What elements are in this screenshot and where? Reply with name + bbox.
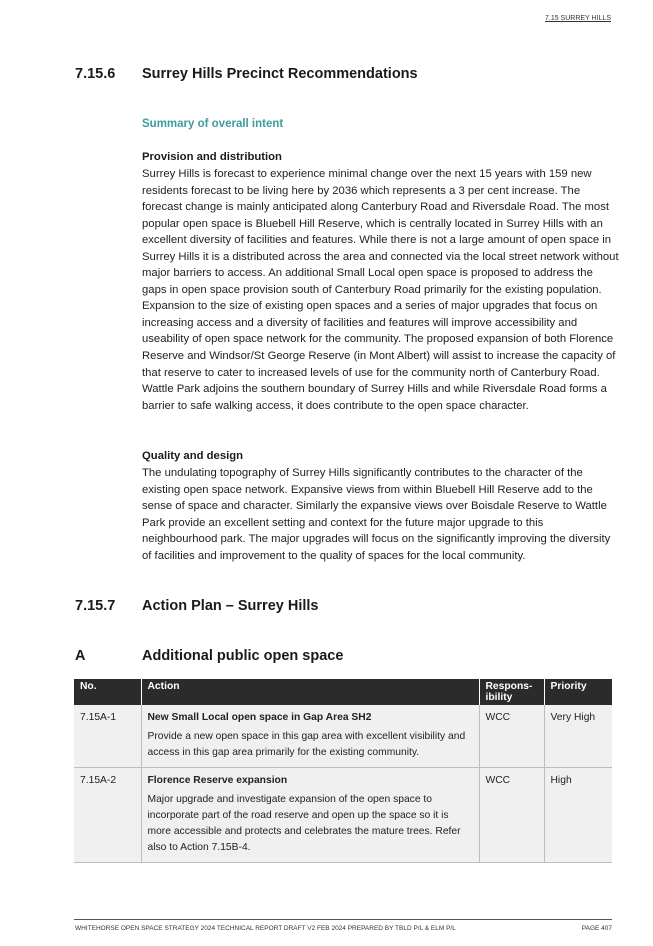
column-header-no: No. [74,679,141,705]
column-header-priority: Priority [544,679,612,705]
quality-paragraph: The undulating topography of Surrey Hills significantly contributes to the character of the existing open space network. Expansive views from within Bluebell Hill Reserve add to the sense of space and character. Similarly the expansive views over Boisdale Reserve to Wattle Park provide an excellent setting and context for the future major upgrade to this neighbourhood park. The major upgrades will focus on the significantly improving the diversity of facilities and improvement to the quality of spaces for the local community. [142,467,611,562]
action-title: New Small Local open space in Gap Area SH2 [147,712,372,723]
action-number: 7.15A-2 [74,767,141,862]
section-number: 7.15.6 [75,66,116,82]
subsection-title: Additional public open space [142,648,344,664]
subsection-letter: A [75,648,86,664]
footer-divider [74,919,612,920]
priority-cell: High [544,767,612,862]
action-number: 7.15A-1 [74,705,141,767]
responsibility-cell: WCC [479,705,544,767]
section-title: Surrey Hills Precinct Recommendations [142,66,418,82]
page-number: PAGE 407 [581,925,612,932]
responsibility-cell: WCC [479,767,544,862]
column-header-action: Action [141,679,479,705]
action-description: Major upgrade and investigate expansion of the open space to incorporate part of the road reserve and open up the space so it is more accessible and protects and celebrates the mature trees. Refer also to Action 7.15B-4. [147,793,461,854]
section-title: Action Plan – Surrey Hills [142,598,319,614]
action-table [74,679,612,863]
section-number: 7.15.7 [75,598,116,614]
provision-paragraph: Surrey Hills is forecast to experience minimal change over the next 15 years with 159 new residents forecast to be living here by 2036 which represents a 3 per cent increase. The forecast change is mainly anticipated along Canterbury Road and Riversdale Road. The most popular open space is Bluebell Hill Reserve, which is centrally located in Surrey Hills with an excellent diversity of facilities and features. While there is not a large amount of open space in Surrey Hills it is a distributed across the area and connected via the local street network without major barriers to access. An additional Small Local open space is proposed to address the gaps in open space provision south of Canterbury Road primarily for the existing population. Expansion to the size of existing open spaces and a series of major upgrades that focus on increasing access and a diversity of facilities and features will improve accessibility and useability of open space network for the community. The proposed expansion of both Florence Reserve and Windsor/St George Reserve (in Mont Albert) will assist to increase the capacity of that reserve to cater to increased levels of use for the community north of Canterbury Road. Wattle Park adjoins the southern boundary of Surrey Hills and while Riversdale Road forms a barrier to safe walking access, it does contribute to the open space character. [142,168,619,412]
table-header-row [74,679,612,705]
table-row [74,705,612,767]
provision-heading: Provision and distribution [142,151,282,163]
table-row [74,767,612,862]
action-title: Florence Reserve expansion [147,774,288,786]
column-header-responsibility: Respons- ibility [479,679,544,705]
summary-heading: Summary of overall intent [142,118,284,130]
quality-heading: Quality and design [142,450,244,462]
action-cell [141,767,479,862]
action-cell [141,705,479,767]
section-reference-link[interactable]: 7.15 SURREY HILLS [544,15,611,22]
priority-cell: Very High [544,705,612,767]
footer-document-info: WHITEHORSE OPEN SPACE STRATEGY 2024 TECHNICAL REPORT DRAFT V2 FEB 2024 PREPARED BY TBLD P/L & ELM P/L [75,925,456,932]
action-description: Provide a new open space in this gap area with excellent visibility and access in this gap area primarily for the existing community. [147,731,466,759]
